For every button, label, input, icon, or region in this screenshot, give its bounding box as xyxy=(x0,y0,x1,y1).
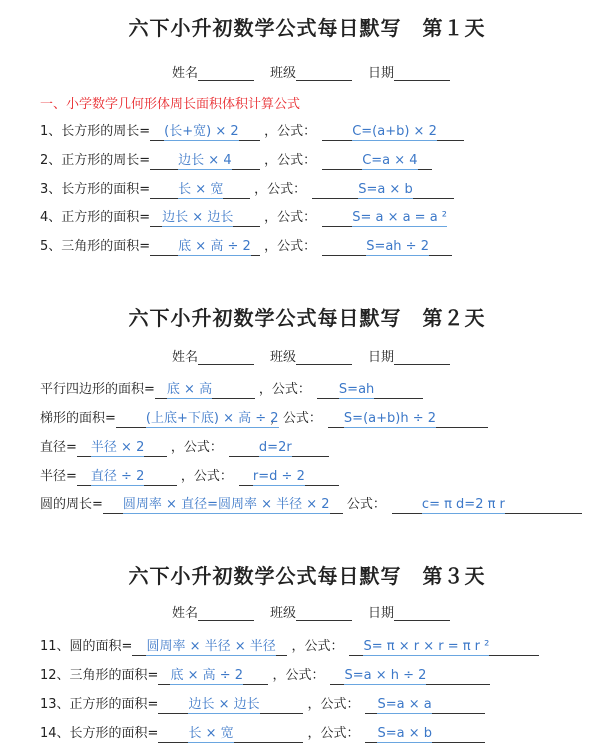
formula-label: ，公式： xyxy=(254,182,307,197)
formula-text: S=(a+b)h ÷ 2 xyxy=(343,411,436,426)
answer-blank[interactable] xyxy=(150,237,260,256)
formula-row xyxy=(40,237,452,255)
class-label: 班级 xyxy=(270,66,297,81)
formula-label: ，公式： xyxy=(264,210,317,225)
answer-blank[interactable] xyxy=(150,208,260,227)
class-blank[interactable] xyxy=(296,606,352,621)
answer-text: 长 × 宽 xyxy=(188,726,234,741)
answer-blank[interactable] xyxy=(77,467,177,486)
formula-row xyxy=(40,438,329,456)
formula-row xyxy=(40,151,432,169)
formula-label: ，公式： xyxy=(264,124,317,139)
formula-blank[interactable] xyxy=(239,467,339,486)
formula-blank[interactable] xyxy=(349,637,539,656)
formula-text: C=(a+b) × 2 xyxy=(352,124,437,139)
row-label: 3、长方形的面积= xyxy=(40,182,151,197)
answer-text: (长+宽) × 2 xyxy=(164,124,239,139)
answer-text: 边长 × 边长 xyxy=(188,697,260,712)
formula-blank[interactable] xyxy=(229,438,329,457)
date-blank[interactable] xyxy=(394,606,450,621)
formula-blank[interactable] xyxy=(330,666,490,685)
formula-row xyxy=(40,208,448,226)
formula-text: d=2r xyxy=(258,440,292,455)
row-label: 平行四边形的面积= xyxy=(40,382,155,397)
name-label: 姓名 xyxy=(172,606,199,621)
formula-row xyxy=(40,122,464,140)
formula-row xyxy=(40,695,485,713)
answer-blank[interactable] xyxy=(132,637,287,656)
answer-text: (上底+下底) × 高 ÷ 2 xyxy=(145,411,279,426)
formula-blank[interactable] xyxy=(322,208,448,227)
date-label: 日期 xyxy=(368,350,395,365)
answer-blank[interactable] xyxy=(158,666,268,685)
row-label: 4、正方形的面积= xyxy=(40,210,151,225)
row-label: 梯形的面积= xyxy=(40,411,116,426)
formula-blank[interactable] xyxy=(322,151,432,170)
answer-text: 底 × 高 xyxy=(166,382,213,397)
name-class-date-line xyxy=(172,602,466,621)
formula-text: S=a × b xyxy=(377,726,432,741)
row-label: 11、圆的面积= xyxy=(40,639,133,654)
day-title: 六下小升初数学公式每日默写 第１天 xyxy=(128,16,486,40)
formula-label: ，公式： xyxy=(307,697,360,712)
formula-row xyxy=(40,180,454,198)
formula-text: r=d ÷ 2 xyxy=(252,469,305,484)
answer-text: 边长 × 边长 xyxy=(162,210,234,225)
row-label: 1、长方形的周长= xyxy=(40,124,151,139)
class-label: 班级 xyxy=(270,606,297,621)
formula-text: S= π × r × r = π r ² xyxy=(363,639,490,654)
date-label: 日期 xyxy=(368,66,395,81)
answer-text: 圆周率 × 半径 × 半径 xyxy=(146,639,276,654)
date-label: 日期 xyxy=(368,606,395,621)
answer-blank[interactable] xyxy=(103,495,343,514)
row-label: 5、三角形的面积= xyxy=(40,239,151,254)
formula-blank[interactable] xyxy=(322,237,452,256)
answer-blank[interactable] xyxy=(77,438,167,457)
answer-blank[interactable] xyxy=(150,151,260,170)
answer-blank[interactable] xyxy=(150,122,260,141)
answer-text: 底 × 高 ÷ 2 xyxy=(170,668,244,683)
class-blank[interactable] xyxy=(296,66,352,81)
formula-blank[interactable] xyxy=(312,180,454,199)
formula-text: c= π d=2 π r xyxy=(421,497,505,512)
answer-text: 直径 ÷ 2 xyxy=(90,469,145,484)
formula-label: 公式： xyxy=(346,497,386,512)
answer-text: 边长 × 4 xyxy=(178,153,232,168)
formula-text: S=ah xyxy=(338,382,375,397)
row-label: 13、正方形的面积= xyxy=(40,697,159,712)
formula-label: ，公式： xyxy=(291,639,344,654)
row-label: 半径= xyxy=(40,469,77,484)
formula-row xyxy=(40,380,423,398)
formula-row xyxy=(40,724,485,742)
name-class-date-line xyxy=(172,62,466,81)
formula-blank[interactable] xyxy=(328,409,488,428)
name-blank[interactable] xyxy=(198,350,254,365)
formula-label: ，公式： xyxy=(269,411,322,426)
class-blank[interactable] xyxy=(296,350,352,365)
formula-blank[interactable] xyxy=(392,495,582,514)
formula-blank[interactable] xyxy=(317,380,423,399)
formula-label: ，公式： xyxy=(307,726,360,741)
row-label: 直径= xyxy=(40,440,77,455)
day-title: 六下小升初数学公式每日默写 第２天 xyxy=(128,306,486,330)
formula-row xyxy=(40,495,582,513)
name-blank[interactable] xyxy=(198,606,254,621)
formula-text: S=ah ÷ 2 xyxy=(366,239,429,254)
formula-text: S= a × a = a ² xyxy=(352,210,448,225)
formula-text: C=a × 4 xyxy=(362,153,418,168)
answer-text: 半径 × 2 xyxy=(90,440,145,455)
formula-label: ，公式： xyxy=(180,469,233,484)
answer-text: 长 × 宽 xyxy=(178,182,224,197)
formula-text: S=a × h ÷ 2 xyxy=(344,668,427,683)
row-label: 14、长方形的面积= xyxy=(40,726,159,741)
formula-blank[interactable] xyxy=(322,122,464,141)
formula-label: ，公式： xyxy=(272,668,325,683)
day-title: 六下小升初数学公式每日默写 第３天 xyxy=(128,564,486,588)
formula-label: ，公式： xyxy=(264,239,317,254)
formula-label: ，公式： xyxy=(264,153,317,168)
formula-label: ，公式： xyxy=(258,382,311,397)
formula-row xyxy=(40,637,539,655)
formula-label: ，公式： xyxy=(170,440,223,455)
answer-blank[interactable] xyxy=(150,180,250,199)
date-blank[interactable] xyxy=(394,350,450,365)
formula-row xyxy=(40,666,490,684)
formula-text: S=a × a xyxy=(377,697,432,712)
row-label: 12、三角形的面积= xyxy=(40,668,159,683)
name-label: 姓名 xyxy=(172,350,199,365)
formula-row xyxy=(40,409,488,427)
formula-text: S=a × b xyxy=(358,182,413,197)
formula-row xyxy=(40,467,339,485)
row-label: 2、正方形的周长= xyxy=(40,153,151,168)
name-label: 姓名 xyxy=(172,66,199,81)
answer-blank[interactable] xyxy=(116,409,279,428)
formula-blank[interactable] xyxy=(365,695,485,714)
name-blank[interactable] xyxy=(198,66,254,81)
date-blank[interactable] xyxy=(394,66,450,81)
answer-blank[interactable] xyxy=(155,380,255,399)
name-class-date-line xyxy=(172,346,466,365)
section-heading: 一、小学数学几何形体周长面积体积计算公式 xyxy=(40,97,301,112)
class-label: 班级 xyxy=(270,350,297,365)
row-label: 圆的周长= xyxy=(40,497,103,512)
answer-text: 底 × 高 ÷ 2 xyxy=(178,239,251,254)
answer-blank[interactable] xyxy=(158,695,303,714)
answer-text: 圆周率 × 直径=圆周率 × 半径 × 2 xyxy=(122,497,330,512)
